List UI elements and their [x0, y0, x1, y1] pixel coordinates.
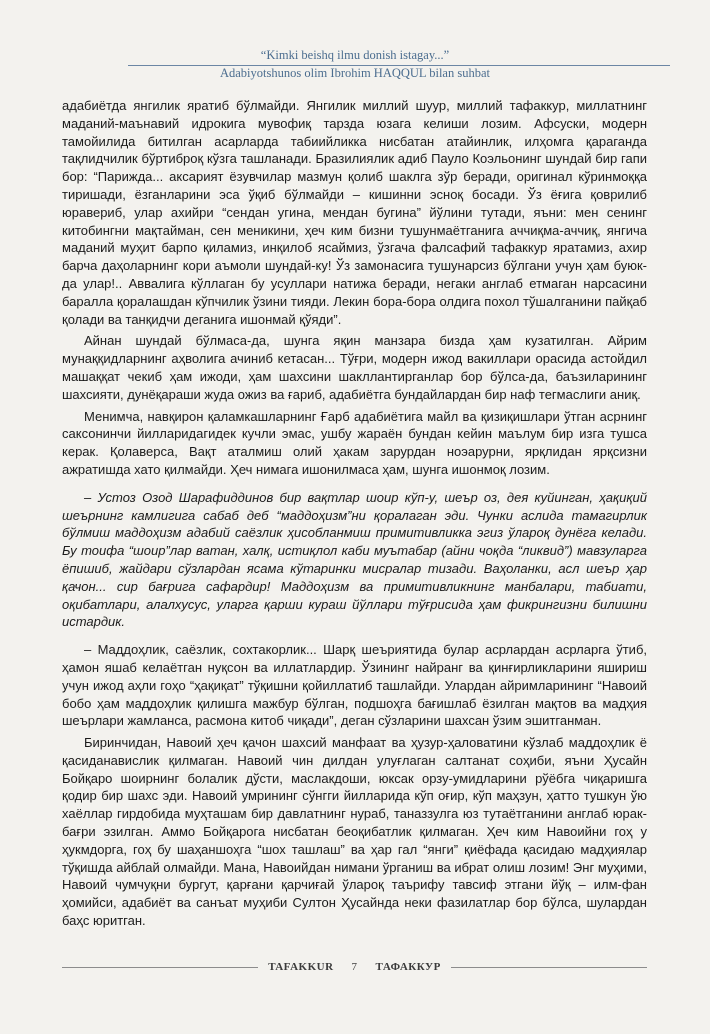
- paragraph: – Маддоҳлик, саёзлик, сохтакорлик... Шарқ шеъриятида булар асрлардан асрларга ўтиб, ҳамон яшаб келаётган нуқсон ва иллатлардир. Ўзининг найранг ва қинғирликларини яшириш учун ижод аҳли гоҳо “ҳақиқат” тўқишни қойиллатиб ташлайди. Улардан айримларининг “Навоий бобо ҳам маддоҳлик қилишга мажбур бўлган, подшоҳга бағишлаб ёзилган мақтов ва мадҳия шеърлари жамланса, расмона китоб чиқади”, деган сўзларини шахсан ўзим эшитганман.: [62, 642, 647, 729]
- paragraph: Биринчидан, Навоий ҳеч қачон шахсий манфаат ва ҳузур-ҳаловатини кўзлаб маддоҳлик ё қасиданавислик қилмаган. Навоий чин дилдан улуғлаган салтанат соҳиби, яъни Ҳусайн Бойқаро шоирнинг болалик дўсти, маслакдоши, юксак орзу-умидларини рўёбга чиқаришга қодир бир шахс эди. Навоий умрининг сўнгги йилларида кўп оғир, кўп маҳзун, ҳатто тушкун ўю хаёллар гирдобида муҳташам бир давлатнинг нураб, таназзулга юз тутаётганини англаб юрак-бағри эзилган. Аммо Бойқарога нисбатан беоқибатлик қилмаган. Ҳеч ким Навоийни гоҳ у ҳукмдорга, гоҳ бу шаҳаншоҳга “шох ташлаш” ва ҳар гал “янги” қиёфада қасидаю мадҳиялар тўқишда айблай олмайди. Мана, Навоийдан нимани ўрганиш ва ибрат олиш лозим! Энг муҳими, Навоий чумчуқни бургут, қарғани қарчиғай ўлароқ таърифу тавсиф этгани йўқ – илм-фан ҳомийси, адабиёт ва санъат муҳиби Султон Ҳусайнда неки фазилатлар бор бўлса, шулардан баҳс юритган.: [62, 735, 647, 929]
- page-number: 7: [351, 961, 358, 973]
- footer-rule-right: [451, 967, 647, 968]
- paragraph: Айнан шундай бўлмаса-да, шунга яқин манзара бизда ҳам кузатилган. Айрим мунаққидларнинг аҳволига ачиниб кетасан... Тўғри, модерн ижод вакиллари орасида астойдил машаққат чекиб ҳам ижоди, ҳам шахсини шакллантирганлар бор бўлса-да, баъзиларининг шахсияти, дунёқараши жуда ожиз ва ғариб, адабиётга бундайлардан бир наф тегмаслиги аниқ.: [62, 333, 647, 402]
- paragraph: адабиётда янгилик яратиб бўлмайди. Янгилик миллий шуур, миллий тафаккур, миллатнинг маданий-маънавий идрокига мувофиқ тарзда юзага келиши лозим. Афсуски, модерн тамойилида битилган асарларда табиийликка нисбатан атайинлик, илҳомга қараганда тақлидчилик бўртиброқ кўзга ташланади. Бразилиялик адиб Пауло Коэльонинг шундай бир гапи бор: “Парижда... аксарият ёзувчилар мазмун қолиб шаклга зўр беради, оригинал кўринмоққа тиришади, ёзганларини эса ўқиб бўлмайди – кишинни эсноқ босади. Ўз ёғига қоврилиб юравериб, улар ахийри “сендан угина, мендан бугина” йўлини тутади, яъни: мен сенинг китобингни мақтайман, сен меникини, ҳеч ким бизни тушунмаётганига аччиқма-аччиқ, янгича маданий муҳит барпо қиламиз, инқилоб ясаймиз, ўзгача фалсафий тафаккур яратамиз, ахир барча даҳоларнинг кори аъмоли шундай-ку! Ўз замонасига тушунарсиз бўлгани учун ҳам буюк-да улар!.. Аввалига кўллаган бу усуллари натижа беради, негаки англаб етмаган нарсасини бараллa қоралашдан кўпчилик ўзини тияди. Лекин бора-бора олдига похол тўшалганини пайқаб қолади ва танқидчи деганига ишонмай қўяди”.: [62, 98, 647, 327]
- footer-rule-left: [62, 967, 258, 968]
- header-rule: [128, 65, 670, 66]
- interview-question: – Устоз Озод Шарафиддинов бир вақтлар шоир кўп-у, шеър оз, дея куйинган, ҳақиқий шеърнинг камлигига сабаб деб “маддоҳизм”ни қоралаган эди. Чунки аслида тамагирлик бўлмиш маддоҳизм адабий саёзлик ҳисобланмиш примитивликка эгиз ўлароқ дунёга келади. Бу тоифа “шоир”лар ватан, халқ, истиқлол каби муътабар (айни чоқда “ликвид”) мавзуларга ёпишиб, жайдари сўзлардан ясама кўтаринки мисралар тизади. Ваҳоланки, асл шеър ҳар қачон... сир бағрига сафардир! Маддоҳизм ва примитивликнинг манбалари, табиати, оқибатлари, алалхусус, уларга қарши кураш йўллари тўғрисида ҳам фикрингизни билишни истардик.: [62, 489, 647, 630]
- article-body: [62, 97, 647, 934]
- paragraph: Менимча, навқирон қаламкашларнинг Ғарб адабиётига майл ва қизиқишлари ўтган асрнинг саксонинчи йилларидагидек кучли эмас, ушбу жараён бундан кейин маълум бир изга тушса керак. Қолаверса, Вақт аталмиш олий ҳакам зарурдан ноэарурни, ярқлидан ярқсизни ажратишда хато қилмайди. Ҳеч нимага ишонилмаса ҳам, шунга ишонмоқ лозим.: [62, 408, 647, 477]
- running-header: [0, 48, 710, 81]
- footer-journal-cyrillic: ТАФАККУР: [375, 961, 441, 973]
- running-footer: [62, 959, 647, 975]
- footer-journal-latin: TAFAKKUR: [268, 961, 334, 973]
- header-title: “Kimki beishq ilmu donish istagay...”: [260, 48, 450, 62]
- header-subtitle: Adabiyotshunos olim Ibrohim HAQQUL bilan suhbat: [219, 66, 490, 80]
